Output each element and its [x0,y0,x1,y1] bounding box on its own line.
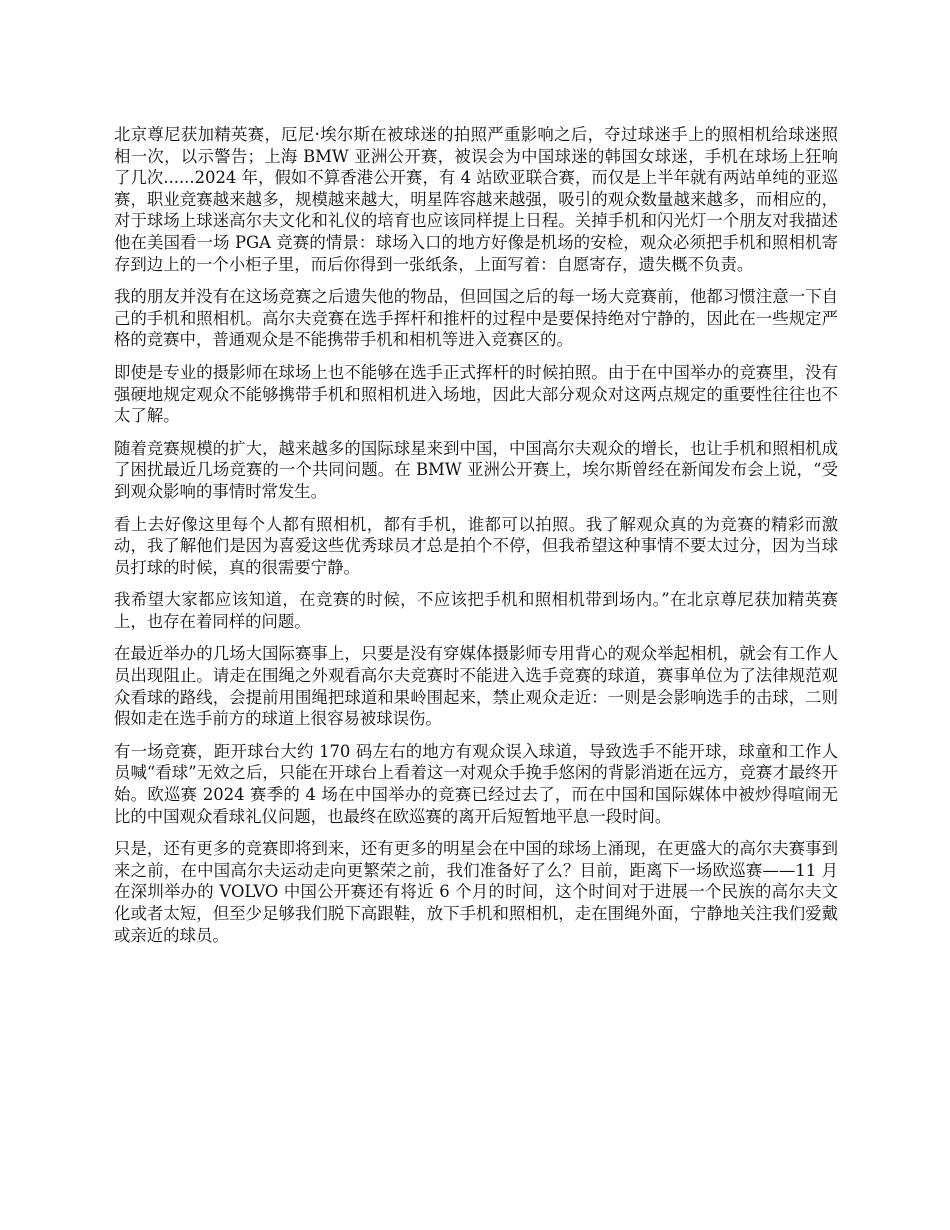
paragraph-5: 看上去好像这里每个人都有照相机，都有手机，谁都可以拍照。我了解观众真的为竞赛的精彩而激动，我了解他们是因为喜爱这些优秀球员才总是拍个不停，但我希望这种事情不要太过分，因为当球员打球的时候，真的很需要宁静。 [114,514,838,577]
paragraph-6: 我希望大家都应该知道，在竞赛的时候，不应该把手机和照相机带到场内。”在北京尊尼获加精英赛上，也存在着同样的问题。 [114,590,838,631]
paragraph-2: 我的朋友并没有在这场竞赛之后遗失他的物品，但回国之后的每一场大竞赛前，他都习惯注意一下自己的手机和照相机。高尔夫竞赛在选手挥杆和推杆的过程中是要保持绝对宁静的，因此在一些规定严格的竞赛中，普通观众是不能携带手机和相机等进入竞赛区的。 [114,287,838,350]
document-body [114,124,838,957]
paragraph-1: 北京尊尼获加精英赛，厄尼·埃尔斯在被球迷的拍照严重影响之后，夺过球迷手上的照相机给球迷照相一次，以示警告；上海 BMW 亚洲公开赛，被误会为中国球迷的韩国女球迷，手机在球场上狂响了几次......2024 年，假如不算香港公开赛，有 4 站欧亚联合赛，而仅是上半年就有两站单纯的亚巡赛，职业竞赛越来越多，规模越来越大，明星阵容越来越强，吸引的观众数量越来越多，而相应的，对于球场上球迷高尔夫文化和礼仪的培育也应该同样提上日程。关掉手机和闪光灯一个朋友对我描述他在美国看一场 PGA 竞赛的情景：球场入口的地方好像是机场的安检，观众必须把手机和照相机寄存到边上的一个小柜子里，而后你得到一张纸条，上面写着：自愿寄存，遗失概不负责。 [114,125,838,274]
paragraph-3: 即使是专业的摄影师在球场上也不能够在选手正式挥杆的时候拍照。由于在中国举办的竞赛里，没有强硬地规定观众不能够携带手机和照相机进入场地，因此大部分观众对这两点规定的重要性往往也不太了解。 [114,362,838,426]
paragraph-4: 随着竞赛规模的扩大，越来越多的国际球星来到中国，中国高尔夫观众的增长，也让手机和照相机成了困扰最近几场竞赛的一个共同问题。在 BMW 亚洲公开赛上，埃尔斯曾经在新闻发布会上说，“受到观众影响的事情时常发生。 [114,438,838,501]
paragraph-9: 只是，还有更多的竞赛即将到来，还有更多的明星会在中国的球场上涌现，在更盛大的高尔夫赛事到来之前，在中国高尔夫运动走向更繁荣之前，我们准备好了么？目前，距离下一场欧巡赛——11 月在深圳举办的 VOLVO 中国公开赛还有将近 6 个月的时间，这个时间对于进展一个民族的高尔夫文化或者太短，但至少足够我们脱下高跟鞋，放下手机和照相机，走在围绳外面，宁静地关注我们爱戴或亲近的球员。 [114,839,838,945]
paragraph-7: 在最近举办的几场大国际赛事上，只要是没有穿媒体摄影师专用背心的观众举起相机，就会有工作人员出现阻止。请走在围绳之外观看高尔夫竞赛时不能进入选手竞赛的球道，赛事单位为了法律规范观众看球的路线，会提前用围绳把球道和果岭围起来，禁止观众走近：一则是会影响选手的击球，二则假如走在选手前方的球道上很容易被球误伤。 [114,644,838,729]
paragraph-8: 有一场竞赛，距开球台大约 170 码左右的地方有观众误入球道，导致选手不能开球，球童和工作人员喊“看球”无效之后，只能在开球台上看着这一对观众手挽手悠闲的背影消逝在远方，竞赛才最终开始。欧巡赛 2024 赛季的 4 场在中国举办的竞赛已经过去了，而在中国和国际媒体中被炒得喧闹无比的中国观众看球礼仪问题，也最终在欧巡赛的离开后短暂地平息一段时间。 [114,741,838,826]
